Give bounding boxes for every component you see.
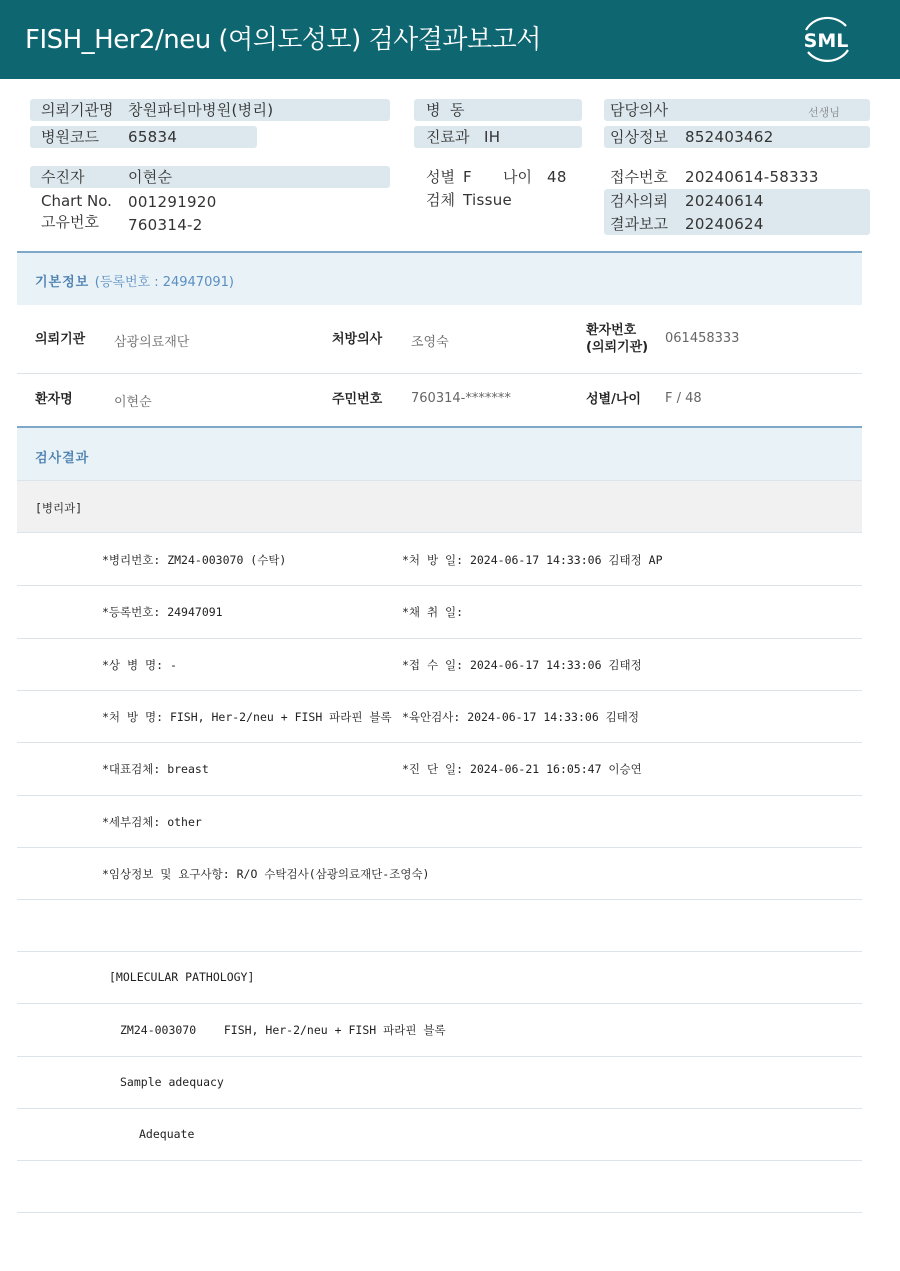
results-title: 검사결과	[35, 451, 90, 466]
rrn-value: 760314-*******	[411, 391, 511, 406]
receipt-value: 20240614-58333	[685, 168, 819, 186]
sex-label: 성별	[426, 168, 455, 186]
request-value: 20240614	[685, 192, 764, 210]
result-right-3: *육안검사: 2024-06-17 14:33:06 김태정	[402, 710, 640, 724]
divider	[17, 899, 862, 900]
age-value: 48	[547, 168, 567, 186]
specimen-value: Tissue	[463, 191, 513, 209]
clinical-label: 임상정보	[610, 128, 668, 146]
report-value: 20240624	[685, 215, 764, 233]
specimen-label: 검체	[426, 191, 455, 209]
inst-label: 의뢰기관	[35, 332, 86, 347]
age-label: 나이	[503, 168, 532, 186]
receipt-label: 접수번호	[610, 168, 668, 186]
report-title: FISH_Her2/neu (여의도성모) 검사결과보고서	[25, 25, 541, 55]
id-value: 760314-2	[128, 216, 203, 234]
id-label: 고유번호	[41, 213, 99, 231]
test-line: ZM24-003070 FISH, Her-2/neu + FISH 파라핀 블록	[120, 1023, 446, 1037]
adequacy-label: Sample adequacy	[120, 1075, 224, 1089]
report-header	[0, 0, 900, 79]
divider	[17, 690, 862, 691]
molecular-heading: [MOLECULAR PATHOLOGY]	[109, 970, 255, 984]
registration-number: (등록번호 : 24947091)	[94, 275, 234, 290]
basic-info-header	[17, 251, 862, 305]
adequacy-value: Adequate	[139, 1127, 195, 1141]
hospital-code-label: 병원코드	[41, 128, 99, 146]
chart-value: 001291920	[128, 193, 217, 211]
result-left-4: *대표검체: breast	[102, 762, 209, 776]
result-left-2: *상 병 명: -	[102, 658, 177, 672]
divider	[17, 1160, 862, 1161]
divider	[17, 1003, 862, 1004]
divider	[17, 795, 862, 796]
divider	[17, 847, 862, 848]
institution-label: 의뢰기관명	[41, 101, 114, 119]
doctor-suffix: 선생님	[808, 106, 840, 119]
pid-value: 061458333	[665, 331, 740, 346]
result-left-1: *등록번호: 24947091	[102, 605, 223, 619]
pid-label-2: (의뢰기관)	[586, 340, 649, 355]
logo-text: SML	[803, 30, 849, 52]
pid-label-1: 환자번호	[586, 323, 637, 338]
sexage-label: 성별/나이	[586, 392, 641, 407]
result-right-4: *진 단 일: 2024-06-21 16:05:47 이승연	[402, 762, 642, 776]
institution-value: 창원파티마병원(병리)	[128, 101, 274, 119]
clinical-value: 852403462	[685, 128, 774, 146]
divider	[17, 585, 862, 586]
basic-info-title-text: 기본정보	[35, 275, 90, 290]
dept-label: 진료과	[426, 128, 470, 146]
dept-value: IH	[484, 128, 501, 146]
sml-logo	[796, 12, 856, 68]
report-label: 결과보고	[610, 215, 668, 233]
patient-label: 수진자	[41, 168, 85, 186]
doc-value: 조영숙	[411, 335, 449, 350]
sexage-value: F / 48	[665, 391, 702, 406]
result-right-2: *접 수 일: 2024-06-17 14:33:06 김태정	[402, 658, 642, 672]
sex-value: F	[463, 168, 472, 186]
doc-label: 처방의사	[332, 332, 383, 347]
divider	[17, 638, 862, 639]
ward-label: 병 동	[426, 101, 465, 119]
chart-label: Chart No.	[41, 192, 112, 210]
divider	[17, 1108, 862, 1109]
results-header	[17, 426, 862, 481]
basic-info-title	[35, 271, 234, 290]
divider	[17, 951, 862, 952]
divider	[17, 742, 862, 743]
result-right-0: *처 방 일: 2024-06-17 14:33:06 김태정 AP	[402, 553, 663, 567]
inst-value: 삼광의료재단	[114, 335, 190, 350]
result-left-3: *처 방 명: FISH, Her-2/neu + FISH 파라핀 블록	[102, 710, 392, 724]
result-right-1: *채 취 일:	[402, 605, 464, 619]
result-left-5: *세부검체: other	[102, 815, 202, 829]
hospital-code-value: 65834	[128, 128, 178, 146]
dept-tag-bar	[17, 481, 862, 533]
doctor-label: 담당의사	[610, 101, 668, 119]
name-value: 이현순	[114, 395, 152, 410]
result-left-0: *병리번호: ZM24-003070 (수탁)	[102, 553, 287, 567]
patient-value: 이현순	[128, 168, 173, 186]
name-label: 환자명	[35, 392, 73, 407]
divider	[17, 1212, 862, 1213]
dept-tag: [병리과]	[35, 501, 83, 515]
result-left-6: *임상정보 및 요구사항: R/O 수탁검사(삼광의료재단-조영숙)	[102, 867, 430, 881]
divider	[17, 373, 862, 374]
request-label: 검사의뢰	[610, 192, 668, 210]
divider	[17, 1056, 862, 1057]
rrn-label: 주민번호	[332, 392, 383, 407]
